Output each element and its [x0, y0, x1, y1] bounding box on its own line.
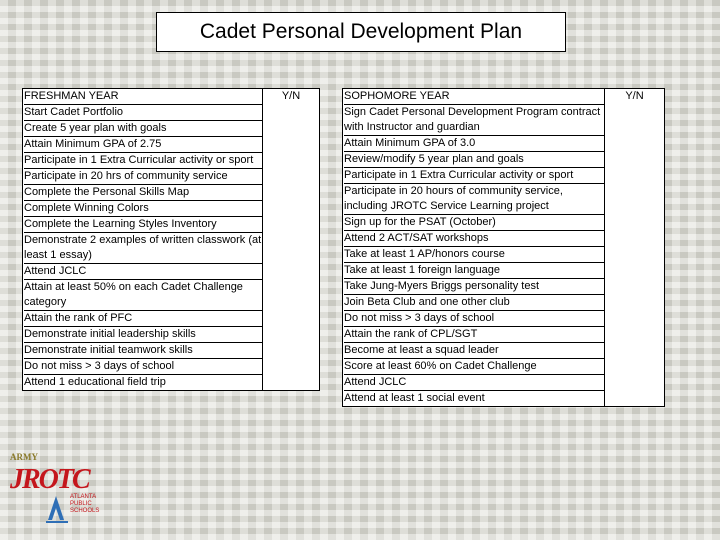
page-title: Cadet Personal Development Plan: [156, 12, 566, 52]
sophomore-requirement-item: Review/modify 5 year plan and goals: [344, 152, 604, 168]
sophomore-requirement-item: Participate in 1 Extra Curricular activity or sport: [344, 168, 604, 184]
sophomore-requirement-item: Participate in 20 hours of community service, including JROTC Service Learning project: [344, 184, 604, 215]
aps-line1: ATLANTA: [70, 494, 97, 500]
aps-line3: SCHOOLS: [70, 508, 100, 514]
sophomore-requirement-item: Attend 2 ACT/SAT workshops: [344, 231, 604, 247]
sophomore-requirement-item: Sign up for the PSAT (October): [344, 215, 604, 231]
freshman-requirement-item: Participate in 1 Extra Curricular activity or sport: [24, 153, 262, 169]
freshman-requirement-item: Attain at least 50% on each Cadet Challenge category: [24, 280, 262, 311]
sophomore-requirement-item: Attain the rank of CPL/SGT: [344, 327, 604, 343]
sophomore-requirement-item: Join Beta Club and one other club: [344, 295, 604, 311]
sophomore-list: [344, 105, 604, 406]
freshman-requirement-item: Attain Minimum GPA of 2.75: [24, 137, 262, 153]
aps-line2: PUBLIC: [70, 501, 92, 507]
freshman-table: [22, 88, 320, 391]
freshman-requirement-item: Demonstrate initial leadership skills: [24, 327, 262, 343]
sophomore-heading: SOPHOMORE YEAR: [344, 89, 604, 105]
freshman-requirement-item: Complete the Personal Skills Map: [24, 185, 262, 201]
sophomore-requirement-item: Attend JCLC: [344, 375, 604, 391]
freshman-requirement-item: Attend JCLC: [24, 264, 262, 280]
freshman-items-cell: [23, 89, 263, 391]
sophomore-table: [342, 88, 665, 407]
freshman-requirement-item: Complete the Learning Styles Inventory: [24, 217, 262, 233]
sophomore-requirement-item: Score at least 60% on Cadet Challenge: [344, 359, 604, 375]
freshman-requirement-item: Participate in 20 hrs of community service: [24, 169, 262, 185]
freshman-requirement-item: Attain the rank of PFC: [24, 311, 262, 327]
freshman-heading: FRESHMAN YEAR: [24, 89, 262, 105]
sophomore-requirement-item: Take Jung-Myers Briggs personality test: [344, 279, 604, 295]
freshman-yn-cell[interactable]: [263, 89, 320, 391]
logo-area: [8, 438, 108, 528]
aps-logo: [44, 492, 102, 524]
sophomore-requirement-item: Attend at least 1 social event: [344, 392, 485, 404]
freshman-requirement-item: Demonstrate 2 examples of written classwork (at least 1 essay): [24, 233, 262, 264]
sophomore-requirement-item: Take at least 1 foreign language: [344, 263, 604, 279]
sophomore-requirement-item: Take at least 1 AP/honors course: [344, 247, 604, 263]
sophomore-requirement-item: Become at least a squad leader: [344, 343, 604, 359]
sophomore-items-cell: [343, 89, 605, 407]
freshman-requirement-item: Complete Winning Colors: [24, 201, 262, 217]
freshman-requirement-item: Start Cadet Portfolio: [24, 105, 262, 121]
sophomore-requirement-item: Do not miss > 3 days of school: [344, 311, 604, 327]
army-logo-text: ARMY: [10, 452, 38, 462]
sophomore-requirement-item: Attain Minimum GPA of 3.0: [344, 136, 604, 152]
sophomore-yn-cell[interactable]: [605, 89, 665, 407]
sophomore-requirement-item: Sign Cadet Personal Development Program contract with Instructor and guardian: [344, 105, 604, 136]
freshman-requirement-item: Demonstrate initial teamwork skills: [24, 343, 262, 359]
freshman-list: [24, 105, 262, 390]
sophomore-yn-heading: Y/N: [625, 90, 644, 102]
freshman-yn-heading: Y/N: [281, 90, 301, 102]
jrotc-logo: JROTC: [10, 464, 89, 495]
freshman-requirement-item: Create 5 year plan with goals: [24, 121, 262, 137]
freshman-requirement-item: Do not miss > 3 days of school: [24, 359, 262, 375]
freshman-requirement-item: Attend 1 educational field trip: [24, 376, 166, 388]
